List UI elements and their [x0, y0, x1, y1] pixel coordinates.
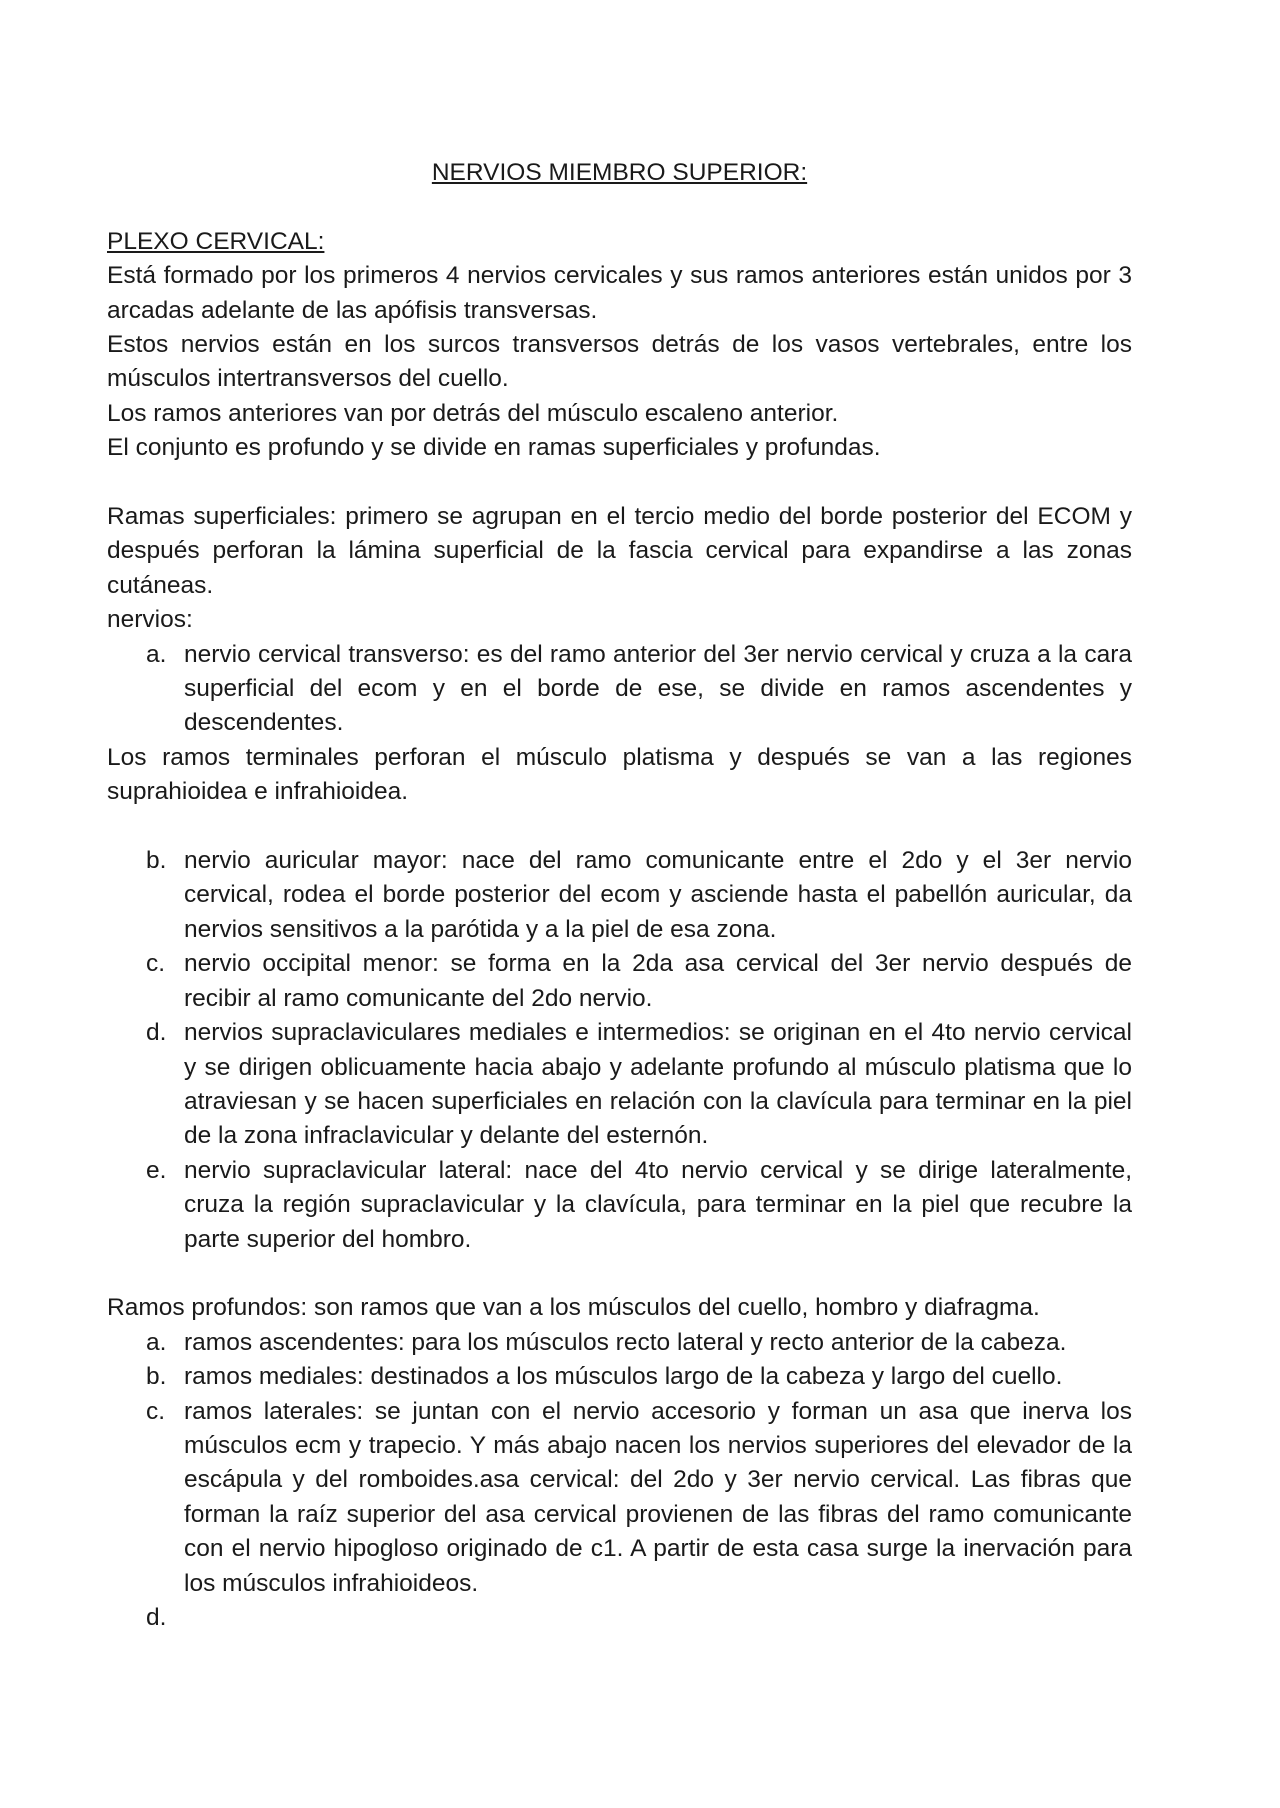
list-marker: a. — [146, 640, 167, 668]
deep-list — [107, 1326, 1132, 1636]
intro-paragraph-2: Estos nervios están en los surcos transversos detrás de los vasos vertebrales, entre los músculos intertransversos del cuello. — [107, 331, 1132, 393]
intro-paragraph-4: El conjunto es profundo y se divide en ramas superficiales y profundas. — [107, 434, 881, 462]
list-item — [146, 1395, 1132, 1601]
list-item — [146, 638, 1132, 741]
terminal-branches-note: Los ramos terminales perforan el músculo platisma y después se van a las regiones suprahioidea e infrahioidea. — [107, 743, 1132, 806]
list-item-text: ramos laterales: se juntan con el nervio accesorio y forman un asa que inerva los músculos ecm y trapecio. Y más abajo nacen los nervios superiores del elevador de la escápula y del romboides.asa cervical: del 2do y 3er nervio cervical. Las fibras que forman la raíz superior del asa cervical provienen de las fibras del ramo comunicante con el nervio hipogloso originado de c1. A partir de esta casa surge la inervación para los músculos infrahioideos. — [184, 1397, 1132, 1597]
superficial-branches-intro: Ramas superficiales: primero se agrupan en el tercio medio del borde posterior del ECOM y después perforan la lámina superficial de la fascia cervical para expandirse a las zonas cutáneas. — [107, 503, 1132, 599]
page-title: NERVIOS MIEMBRO SUPERIOR: — [431, 159, 808, 186]
list-item — [146, 947, 1132, 1016]
spacer — [107, 810, 1132, 844]
list-item-text: ramos mediales: destinados a los músculos largo de la cabeza y largo del cuello. — [184, 1363, 1063, 1391]
list-item-text: nervio occipital menor: se forma en la 2da asa cervical del 3er nervio después de recibir al ramo comunicante del 2do nervio. — [184, 950, 1132, 1012]
list-item — [146, 1154, 1132, 1257]
list-item — [146, 1326, 1132, 1360]
intro-paragraph-1: Está formado por los primeros 4 nervios cervicales y sus ramos anteriores están unidos por 3 arcadas adelante de las apófisis transversas. — [107, 262, 1132, 324]
list-item-text: nervio supraclavicular lateral: nace del 4to nervio cervical y se dirige lateralmente, cruza la región supraclavicular y la clavícula, para terminar en la piel que recubre la parte superior del hombro. — [184, 1156, 1132, 1253]
section-title-plexo-cervical: PLEXO CERVICAL: — [107, 227, 325, 255]
list-item — [146, 1601, 1132, 1635]
list-item-text: nervio auricular mayor: nace del ramo comunicante entre el 2do y el 3er nervio cervical, rodea el borde posterior del ecom y asciende hasta el pabellón auricular, da nervios sensitivos a la parótida y a la piel de esa zona. — [184, 847, 1132, 943]
document-page — [107, 156, 1132, 1635]
list-marker: c. — [146, 1397, 166, 1425]
list-marker: b. — [146, 847, 167, 875]
deep-branches-intro: Ramos profundos: son ramos que van a los músculos del cuello, hombro y diafragma. — [107, 1294, 1040, 1322]
list-marker: b. — [146, 1363, 167, 1391]
superficial-list-b-e — [107, 844, 1132, 1257]
list-marker: d. — [146, 1604, 167, 1631]
list-item — [146, 1360, 1132, 1394]
list-item-text: nervios supraclaviculares mediales e intermedios: se originan en el 4to nervio cervical y se dirigen oblicuamente hacia abajo y adelante profundo al músculo platisma que lo atraviesan y se hacen superficiales en relación con la clavícula para terminar en la piel de la zona infraclavicular y delante del esternón. — [184, 1019, 1132, 1150]
list-item-text: nervio cervical transverso: es del ramo anterior del 3er nervio cervical y cruza a la cara superficial del ecom y en el borde de ese, se divide en ramos ascendentes y descendentes. — [184, 640, 1132, 737]
list-marker: d. — [146, 1019, 167, 1047]
list-marker: c. — [146, 950, 166, 978]
list-marker: e. — [146, 1156, 167, 1184]
nerves-label: nervios: — [107, 606, 193, 634]
list-marker: a. — [146, 1328, 167, 1356]
list-item — [146, 1016, 1132, 1154]
spacer — [107, 1257, 1132, 1291]
list-item-text: ramos ascendentes: para los músculos recto lateral y recto anterior de la cabeza. — [184, 1328, 1067, 1356]
spacer — [107, 466, 1132, 500]
intro-paragraph-3: Los ramos anteriores van por detrás del músculo escaleno anterior. — [107, 399, 839, 427]
list-item — [146, 844, 1132, 947]
superficial-list-a — [107, 638, 1132, 741]
